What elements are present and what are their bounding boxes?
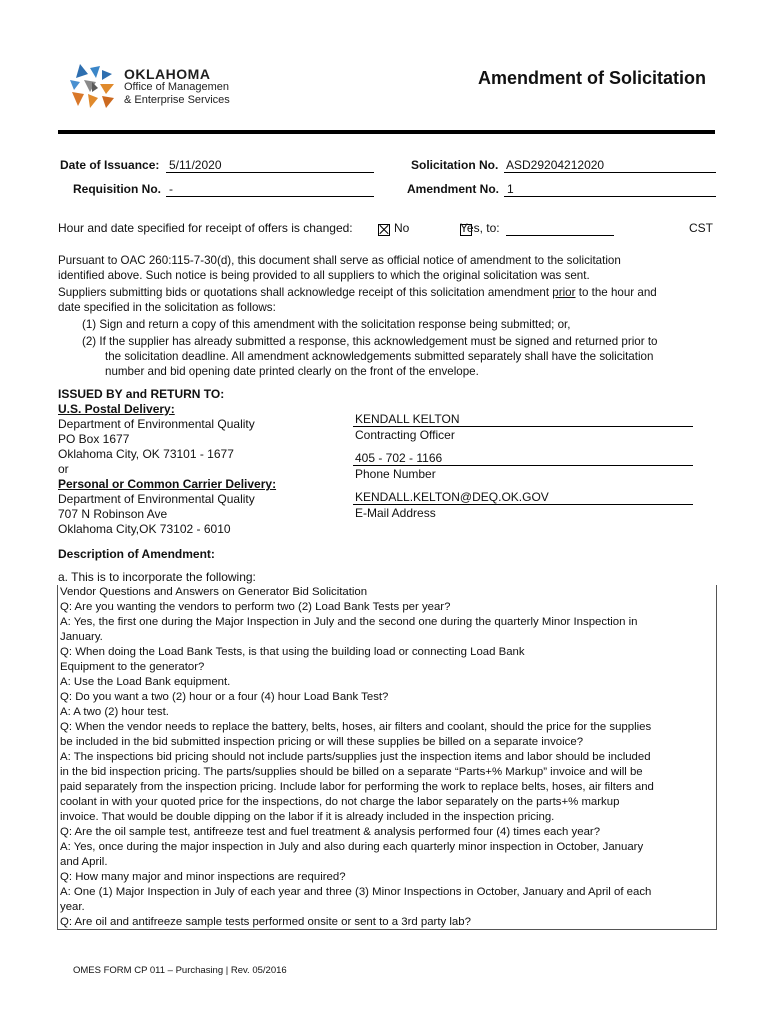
description-line: in the bid inspection pricing. The parts/supplies should be billed on a separate “Parts+% Markup” invoice and will be (60, 766, 643, 778)
omes-logo-icon (66, 62, 122, 112)
date-of-issuance-value: 5/11/2020 (169, 158, 222, 172)
issued-by-heading: ISSUED BY and RETURN TO: (58, 387, 225, 401)
amendment-no-label: Amendment No. (407, 182, 500, 196)
no-checkbox[interactable] (378, 224, 390, 236)
instruction-item-1: (1) Sign and return a copy of this amendment with the solicitation response being submitted; or, (82, 318, 571, 331)
solicitation-no-label: Solicitation No. (411, 158, 499, 172)
solicitation-no-value: ASD29204212020 (506, 158, 605, 172)
contact-name-label: Contracting Officer (355, 428, 455, 442)
offers-changed-question: Hour and date specified for receipt of offers is changed: (58, 221, 353, 235)
instruction-item-2: (2) If the supplier has already submitted a response, this acknowledgement must be signed and returned prior to the solicitation deadline. All amendment acknowledgements submitted separately shall have the solicitation number and bid opening date printed clearly on the front of the envelope. (82, 335, 658, 378)
postal-heading: U.S. Postal Delivery: (58, 402, 175, 416)
description-line: be included in the bid submitted inspection pricing or will these supplies be billed on a separate invoice? (60, 736, 584, 748)
logo-line-1: OKLAHOMA (124, 66, 211, 82)
description-line: Q: Are oil and antifreeze sample tests performed onsite or sent to a 3rd party lab? (60, 916, 471, 928)
description-line: Q: How many major and minor inspections are required? (60, 871, 346, 883)
logo-line-3: & Enterprise Services (124, 94, 230, 106)
intro-paragraph-2: Suppliers submitting bids or quotations shall acknowledge receipt of this solicitation amendment prior to the hour and date specified in the solicitation as follows: (58, 286, 657, 314)
description-line: A: The inspections bid pricing should not include parts/supplies just the inspection items and labor should be included (60, 751, 651, 763)
form-footer: OMES FORM CP 011 – Purchasing | Rev. 05/2016 (73, 965, 287, 976)
description-box (57, 585, 717, 930)
carrier-heading: Personal or Common Carrier Delivery: (58, 477, 277, 491)
timezone-label: CST (689, 221, 713, 235)
intro-paragraph-1: Pursuant to OAC 260:115-7-30(d), this document shall serve as official notice of amendment to the solicitation identified above. Such notice is being provided to all suppliers to which the original solicitation was sent. (58, 254, 621, 282)
amendment-no-value: 1 (507, 182, 514, 196)
description-line: January. (60, 631, 103, 643)
description-line: Vendor Questions and Answers on Generator Bid Solicitation (60, 586, 368, 598)
description-line: A: Use the Load Bank equipment. (60, 676, 231, 688)
description-line: Equipment to the generator? (60, 661, 205, 673)
yes-checkbox-label: Yes, to: (460, 221, 500, 235)
description-line: Q: When the vendor needs to replace the battery, belts, hoses, air filters and coolant, should the price for the supplies (60, 721, 652, 733)
contact-name: KENDALL KELTON (355, 412, 460, 426)
description-line: coolant in with your quoted price for the inspections, do not charge the labor separately on the parts+% markup (60, 796, 620, 808)
logo-text (124, 68, 230, 107)
issued-by-block: ISSUED BY and RETURN TO: U.S. Postal Delivery: Department of Environmental Quality PO Box 1677 Oklahoma City, OK 73101 - 1677 or Personal or Common Carrier Delivery: Department of Environmental Quality 707 N Robinson Ave Oklahoma City,OK 73102 - 6010 (58, 387, 277, 536)
description-line: A: Yes, the first one during the Major Inspection in July and the second one during the quarterly Minor Inspection in (60, 616, 638, 628)
description-line: Q: Are the oil sample test, antifreeze test and fuel treatment & analysis performed four (4) times each year? (60, 826, 601, 838)
description-line: Q: Do you want a two (2) hour or a four (4) hour Load Bank Test? (60, 691, 389, 703)
description-line: Q: Are you wanting the vendors to perform two (2) Load Bank Tests per year? (60, 601, 451, 613)
contact-phone: 405 - 702 - 1166 (355, 451, 443, 465)
document-title: Amendment of Solicitation (477, 68, 706, 88)
description-line: Q: When doing the Load Bank Tests, is that using the building load or connecting Load Bank (60, 646, 525, 658)
description-line: A: Yes, once during the major inspection in July and also during each quarterly minor inspection in October, January (60, 841, 644, 853)
description-line: paid separately from the inspection pricing. Include labor for performing the work to replace belts, hoses, air filters and (60, 781, 654, 793)
date-of-issuance-label: Date of Issuance: (60, 158, 160, 172)
description-line: and April. (60, 856, 108, 868)
description-line: invoice. That would be double dipping on the labor if it is already included in the inspection pricing. (60, 811, 555, 823)
header-rule (58, 130, 715, 134)
requisition-no-label: Requisition No. (73, 182, 161, 196)
no-checkbox-label: No (394, 221, 410, 235)
description-heading: Description of Amendment: (58, 547, 215, 561)
contact-phone-label: Phone Number (355, 467, 436, 481)
logo-line-2: Office of Managemen (124, 81, 229, 93)
description-intro: a. This is to incorporate the following: (58, 570, 256, 584)
requisition-no-value: - (169, 182, 173, 196)
description-line: A: A two (2) hour test. (60, 706, 169, 718)
description-line: A: One (1) Major Inspection in July of each year and three (3) Minor Inspections in October, January and April of each (60, 886, 652, 898)
contact-email-label: E-Mail Address (355, 506, 436, 520)
description-line: year. (60, 901, 85, 913)
yes-date-field[interactable] (506, 220, 614, 236)
contact-email: KENDALL.KELTON@DEQ.OK.GOV (355, 490, 549, 504)
